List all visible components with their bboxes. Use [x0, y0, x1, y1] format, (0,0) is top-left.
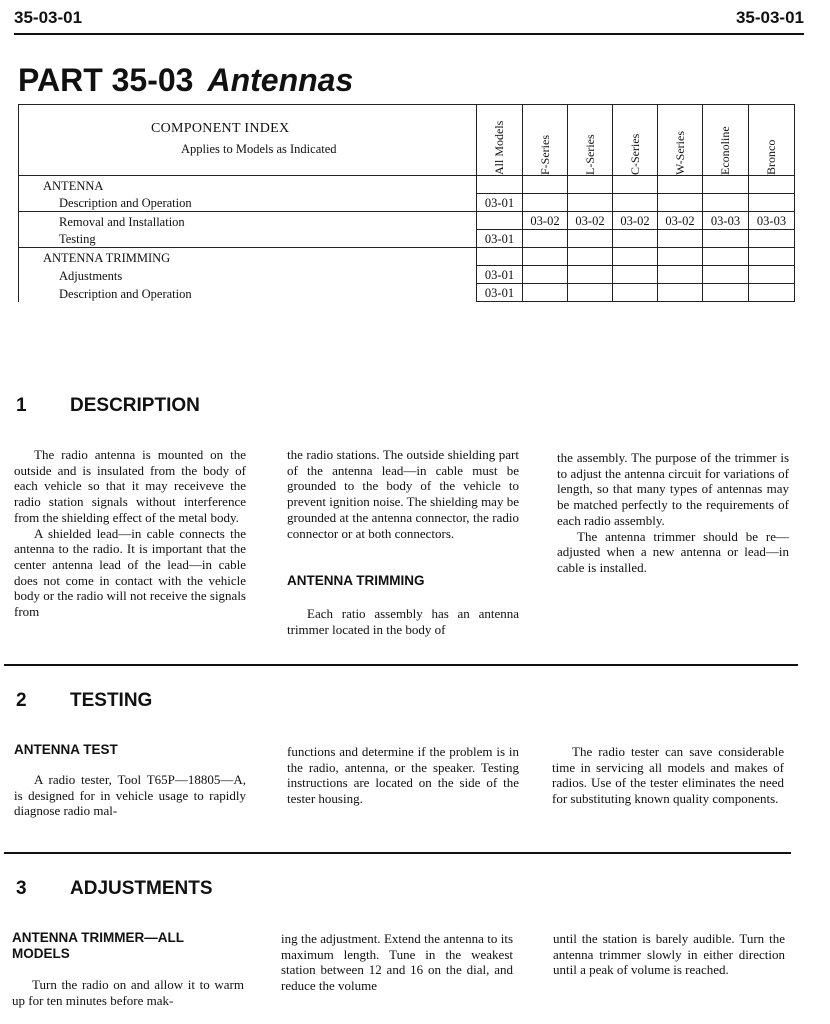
- index-row-label: Description and Operation: [19, 194, 477, 212]
- section-divider: [4, 852, 791, 854]
- index-row-label: Description and Operation: [19, 284, 477, 302]
- index-header-row: [19, 105, 795, 176]
- index-cell: [703, 176, 749, 194]
- index-cell: [749, 194, 795, 212]
- index-row: [19, 230, 795, 248]
- testing-column-2: [287, 744, 519, 807]
- testing-column-1: [14, 772, 246, 819]
- index-cell: 03-02: [613, 212, 658, 230]
- paragraph: ing the adjustment. Extend the antenna to its maximum length. Tune in the weakest station between 12 and 16 on the dial, and reduce the volume: [281, 931, 513, 994]
- paragraph: A radio tester, Tool T65P—18805—A, is designed for in vehicle usage to rapidly diagnose radio mal-: [14, 772, 246, 819]
- section-title: DESCRIPTION: [70, 395, 200, 416]
- adjustments-column-2: [281, 931, 513, 994]
- index-row-label: ANTENNA: [19, 176, 477, 194]
- index-cell: 03-02: [523, 212, 568, 230]
- column-header: Econoline: [703, 105, 749, 176]
- index-cell: [568, 284, 613, 302]
- index-cell: [703, 266, 749, 284]
- index-cell: [477, 212, 523, 230]
- index-cell: [568, 194, 613, 212]
- subsection-heading: ANTENNA TRIMMING: [287, 573, 425, 588]
- index-cell: [703, 284, 749, 302]
- index-cell: [568, 230, 613, 248]
- paragraph: The radio antenna is mounted on the outside and is insulated from the body of each vehicle so that it may receiveve the radio station signals without interference from the shielding effect of the metal body.: [14, 447, 246, 525]
- section-title: ADJUSTMENTS: [70, 878, 213, 899]
- index-cell: [703, 248, 749, 266]
- description-column-2: [287, 447, 519, 541]
- index-subheading: Applies to Models as Indicated: [181, 142, 337, 156]
- section-number: 3: [16, 878, 27, 899]
- paragraph: A shielded lead—in cable connects the antenna to the radio. It is important that the center antenna lead of the lead—in cable does not come in contact with the vehicle body or the radio will not receive the signals from: [14, 525, 246, 620]
- section-title: TESTING: [70, 690, 153, 711]
- paragraph: functions and determine if the problem is in the radio, antenna, or the speaker. Testing instructions are located on the side of the tester housing.: [287, 744, 519, 807]
- column-header: Bronco: [749, 105, 795, 176]
- adjustments-column-3: [553, 931, 785, 978]
- index-cell: [749, 176, 795, 194]
- index-row: [19, 176, 795, 194]
- index-cell: [568, 266, 613, 284]
- index-cell: [703, 194, 749, 212]
- index-cell: 03-02: [568, 212, 613, 230]
- index-cell: 03-01: [477, 284, 523, 302]
- index-row-label: ANTENNA TRIMMING: [19, 248, 477, 266]
- index-cell: [658, 230, 703, 248]
- paragraph: the radio stations. The outside shielding part of the antenna lead—in cable must be grounded to the body of the vehicle to prevent ignition noise. The shielding may be grounded at the antenna connector, the radio connector or at both connectors.: [287, 447, 519, 541]
- index-cell: [523, 248, 568, 266]
- index-cell: [477, 248, 523, 266]
- paragraph: Turn the radio on and allow it to warm up for ten minutes before mak-: [12, 977, 244, 1008]
- index-cell: [613, 266, 658, 284]
- section-divider: [4, 664, 798, 666]
- page-code-left: 35-03-01: [14, 8, 83, 27]
- column-header: F-Series: [523, 105, 568, 176]
- adjustments-column-1: [12, 977, 244, 1008]
- page-title: [18, 62, 353, 99]
- index-row-label: Adjustments: [19, 266, 477, 284]
- index-row-label: Testing: [19, 230, 477, 248]
- index-cell: 03-01: [477, 230, 523, 248]
- index-cell: [749, 266, 795, 284]
- paragraph: until the station is barely audible. Turn the antenna trimmer slowly in either direction until a peak of volume is reached.: [553, 931, 785, 978]
- index-cell: [568, 176, 613, 194]
- part-name: Antennas: [207, 62, 354, 98]
- subsection-heading: ANTENNA TRIMMER—ALL MODELS: [12, 930, 184, 961]
- index-cell: [523, 230, 568, 248]
- index-cell: 03-03: [703, 212, 749, 230]
- index-heading: COMPONENT INDEX: [151, 121, 290, 136]
- index-cell: 03-03: [749, 212, 795, 230]
- section-number: 2: [16, 690, 27, 711]
- index-cell: [703, 230, 749, 248]
- index-cell: [658, 248, 703, 266]
- testing-column-3: [552, 744, 784, 807]
- header-rule: [14, 33, 804, 35]
- column-header: W-Series: [658, 105, 703, 176]
- subsection-heading: ANTENNA TEST: [14, 742, 118, 757]
- index-cell: [613, 284, 658, 302]
- index-cell: [613, 194, 658, 212]
- index-cell: [523, 266, 568, 284]
- index-cell: [658, 266, 703, 284]
- description-column-2b: [287, 606, 519, 637]
- index-row: [19, 212, 795, 230]
- index-cell: [613, 230, 658, 248]
- paragraph: The antenna trimmer should be re—adjusted when a new antenna or lead—in cable is installed.: [557, 528, 789, 575]
- index-cell: [658, 194, 703, 212]
- part-number: PART 35-03: [18, 62, 194, 98]
- paragraph: the assembly. The purpose of the trimmer is to adjust the antenna circuit for variations of length, so that many types of antennas may be matched perfectly to the requirements of each radio assembly.: [557, 450, 789, 528]
- index-cell: [523, 284, 568, 302]
- index-cell: [523, 194, 568, 212]
- index-cell: [477, 176, 523, 194]
- component-index-table: [18, 104, 795, 302]
- column-header: C-Series: [613, 105, 658, 176]
- paragraph: Each ratio assembly has an antenna trimmer located in the body of: [287, 606, 519, 637]
- index-row: [19, 194, 795, 212]
- index-row-label: Removal and Installation: [19, 212, 477, 230]
- index-row: [19, 266, 795, 284]
- paragraph: The radio tester can save considerable time in servicing all models and makes of radios. Use of the tester eliminates the need for substituting known quality components.: [552, 744, 784, 807]
- description-column-3: [557, 450, 789, 576]
- index-cell: [523, 176, 568, 194]
- index-cell: [613, 248, 658, 266]
- index-row: [19, 284, 795, 302]
- index-title-cell: [19, 105, 477, 176]
- index-cell: 03-02: [658, 212, 703, 230]
- description-column-1: [14, 447, 246, 620]
- index-cell: 03-01: [477, 266, 523, 284]
- index-cell: 03-01: [477, 194, 523, 212]
- index-cell: [658, 176, 703, 194]
- index-cell: [749, 230, 795, 248]
- index-row: [19, 248, 795, 266]
- column-header: All Models: [477, 105, 523, 176]
- index-cell: [613, 176, 658, 194]
- index-cell: [568, 248, 613, 266]
- index-cell: [658, 284, 703, 302]
- page-code-right: 35-03-01: [735, 8, 804, 27]
- section-number: 1: [16, 395, 27, 416]
- index-cell: [749, 248, 795, 266]
- column-header: L-Series: [568, 105, 613, 176]
- index-cell: [749, 284, 795, 302]
